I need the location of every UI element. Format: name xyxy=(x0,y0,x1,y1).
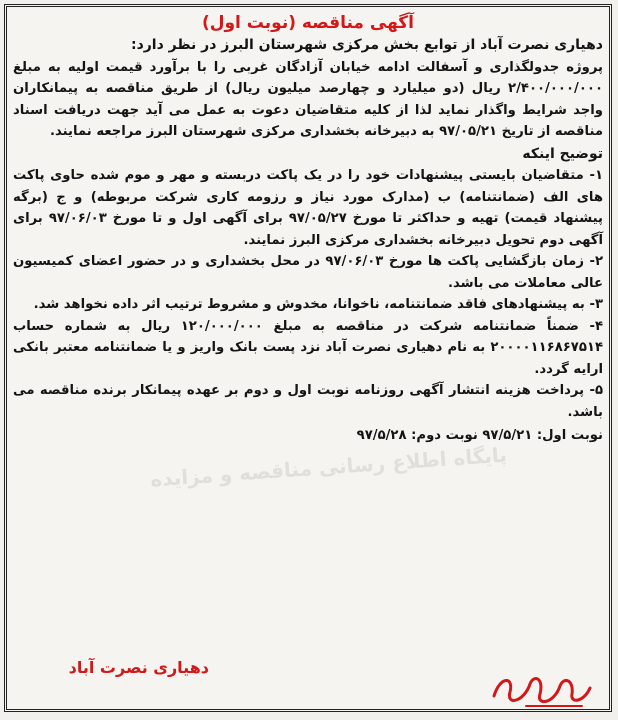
intro-heading: دهیاری نصرت آباد از توابع بخش مرکزی شهرستان البرز در نظر دارد: xyxy=(130,37,603,53)
note-item-3: ۳- به پیشنهادهای فاقد ضمانتنامه، ناخوانا، مخدوش و مشروط ترتیب اثر داده نخواهد شد. xyxy=(33,297,603,312)
note-item-1: ۱- متقاضیان بایستی پیشنهادات خود را در یک پاکت دربسته و مهر و موم شده حاوی پاکت های الف (ضمانتنامه) ب (مدارک مورد نیاز و رزومه کاری شرکت مربوطه) و ج (برگه پیشنهاد قیمت) تهیه و حداکثر تا مورخ ۹۷/۰۵/۲۷ برای آگهی اول و تا مورخ ۹۷/۰۶/۰۳ برای آگهی دوم تحویل دبیرخانه بخشداری مرکزی البرز نمایند. xyxy=(13,168,603,248)
notes-heading: توضیح اینکه xyxy=(522,145,603,162)
notice-frame xyxy=(4,4,612,712)
signature: دهیاری نصرت آباد xyxy=(68,658,209,677)
note-item-2: ۲- زمان بازگشایی پاکت ها مورخ ۹۷/۰۶/۰۳ در محل بخشداری و در حضور اعضای کمیسیون عالی معاملات می باشد. xyxy=(13,254,603,291)
watermark: پایگاه اطلاع رسانی مناقصه و مزایده xyxy=(149,442,508,492)
note-item-5: ۵- پرداخت هزینه انتشار آگهی روزنامه نوبت اول و دوم بر عهده پیمانکار برنده مناقصه می باشد. xyxy=(13,383,603,420)
note-item-4: ۴- ضمناً ضمانتنامه شرکت در مناقصه به مبلغ ۱۲۰/۰۰۰/۰۰۰ ریال به شماره حساب ۲۰۰۰۰۱۱۶۸۶۷۵۱۴ به نام دهیاری نصرت آباد نزد پست بانک واریز و یا ضمانتنامه معتبر بانکی ارایه گردد. xyxy=(13,318,603,377)
handwritten-mark-icon xyxy=(486,666,596,710)
intro-body: پروژه جدولگذاری و آسفالت ادامه خیابان آزادگان غربی را با برآورد قیمت اولیه به مبلغ ۲/۴۰۰/۰۰۰/۰۰۰ ریال (دو میلیارد و چهارصد میلیون ریال) از طریق مناقصه به پیمانکاران واجد شرایط واگذار نماید لذا از کلیه متقاضیان دعوت به عمل می آید جهت دریافت اسناد مناقصه از تاریخ ۹۷/۰۵/۲۱ به دبیرخانه بخشداری مرکزی شهرستان البرز مراجعه نمایند. xyxy=(13,59,603,139)
publication-dates: نوبت اول: ۹۷/۵/۲۱ نوبت دوم: ۹۷/۵/۲۸ xyxy=(356,428,603,443)
notice-title: آگهی مناقصه (نوبت اول) xyxy=(201,13,415,33)
notice-body xyxy=(13,11,603,705)
